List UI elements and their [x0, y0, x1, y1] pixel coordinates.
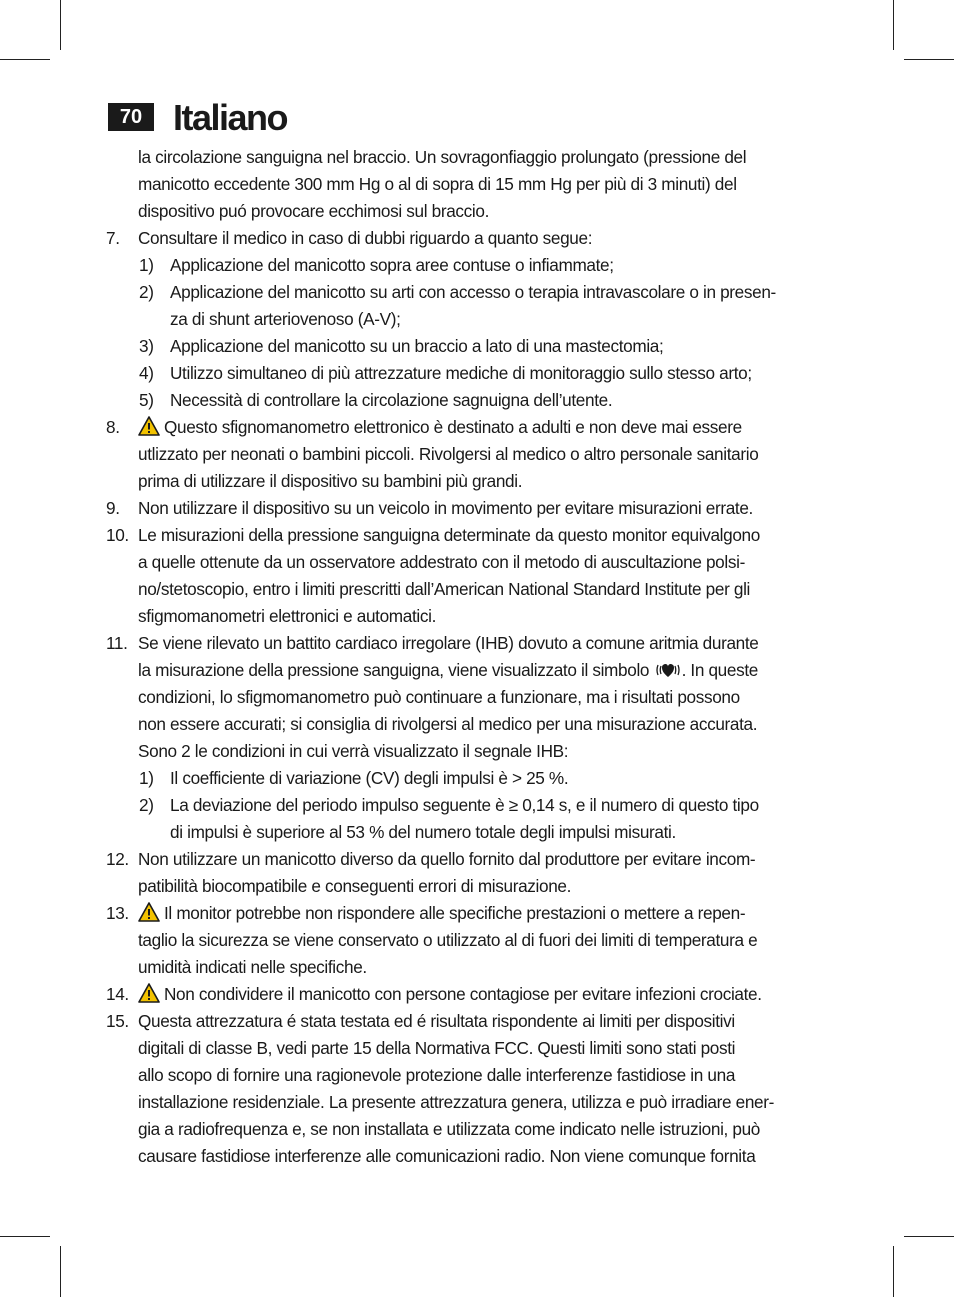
sub-item-number: 4)	[139, 363, 154, 383]
text-line	[106, 684, 850, 711]
item-text: digitali di classe B, vedi parte 15 della Normativa FCC. Questi limiti sono stati posti	[138, 1038, 736, 1058]
crop-mark	[893, 1246, 894, 1297]
item-number: 13.	[106, 903, 129, 923]
list-item	[106, 414, 850, 441]
item-text: Sono 2 le condizioni in cui verrà visualizzato il segnale IHB:	[138, 741, 569, 761]
crop-mark	[60, 1246, 61, 1297]
warning-triangle-icon	[138, 983, 160, 1003]
sub-item-text: Necessità di controllare la circolazione sagnuigna dell’utente.	[170, 390, 613, 410]
list-item	[106, 522, 850, 549]
text-line	[106, 1089, 850, 1116]
sub-item-number: 2)	[139, 795, 154, 815]
crop-mark	[904, 1236, 954, 1237]
sub-item-text: Applicazione del manicotto su un braccio a lato di una mastectomia;	[170, 336, 664, 356]
item-number: 9.	[106, 498, 120, 518]
text-line	[106, 198, 850, 225]
item-text: installazione residenziale. La presente attrezzatura genera, utilizza e può irradiare ener-	[138, 1092, 774, 1112]
sub-list-item	[106, 792, 850, 819]
item-text: Se viene rilevato un battito cardiaco irregolare (IHB) dovuto a comune aritmia durante	[138, 633, 759, 653]
item-text: patibilità biocompatibile e conseguenti errori di misurazione.	[138, 876, 572, 896]
item-text: taglio la sicurezza se viene conservato o utilizzato al di fuori dei limiti di temperatura e	[138, 930, 758, 950]
sub-item-text: Applicazione del manicotto sopra aree contuse o infiammate;	[170, 255, 614, 275]
warning-triangle-icon	[138, 416, 160, 436]
sub-item-number: 3)	[139, 336, 154, 356]
list-item	[106, 495, 850, 522]
crop-mark	[904, 59, 954, 60]
item-text: allo scopo di fornire una ragionevole protezione dalle interferenze fastidiose in una	[138, 1065, 736, 1085]
item-text: . In queste	[681, 660, 758, 680]
item-text: Il monitor potrebbe non rispondere alle specifiche prestazioni o mettere a repen-	[164, 903, 746, 923]
sub-item-text: Il coefficiente di variazione (CV) degli impulsi è > 25 %.	[170, 768, 569, 788]
item-text: umidità indicati nelle specifiche.	[138, 957, 367, 977]
text-line	[106, 441, 850, 468]
sub-item-text: La deviazione del periodo impulso seguente è ≥ 0,14 s, e il numero di questo tipo	[170, 795, 759, 815]
item-text: non essere accurati; si consiglia di rivolgersi al medico per una misurazione accurata.	[138, 714, 758, 734]
item-text: Non condividere il manicotto con persone contagiose per evitare infezioni crociate.	[164, 984, 762, 1004]
text-line	[106, 306, 850, 333]
text-line	[106, 1116, 850, 1143]
item-number: 8.	[106, 417, 120, 437]
crop-mark	[893, 0, 894, 50]
text-line	[106, 1062, 850, 1089]
sub-item-text: za di shunt arteriovenoso (A-V);	[170, 309, 401, 329]
sub-item-text: Utilizzo simultaneo di più attrezzature mediche di monitoraggio sullo stesso arto;	[170, 363, 752, 383]
sub-list-item	[106, 360, 850, 387]
sub-list-item	[106, 387, 850, 414]
text-line	[106, 576, 850, 603]
item-number: 12.	[106, 849, 129, 869]
item-text: Questa attrezzatura é stata testata ed é risultata rispondente ai limiti per dispositivi	[138, 1011, 735, 1031]
text-line	[106, 1143, 850, 1170]
text-line	[106, 1035, 850, 1062]
paragraph-text: dispositivo puó provocare ecchimosi sul braccio.	[138, 201, 489, 221]
list-item	[106, 630, 850, 657]
item-text: condizioni, lo sfigmomanometro può continuare a funzionare, ma i risultati possono	[138, 687, 740, 707]
sub-item-text: di impulsi è superiore al 53 % del numero totale degli impulsi misurati.	[170, 822, 676, 842]
sub-list-item	[106, 333, 850, 360]
item-text: gia a radiofrequenza e, se non installata e utilizzata come indicato nelle istruzioni, può	[138, 1119, 761, 1139]
list-item	[106, 846, 850, 873]
paragraph-text: manicotto eccedente 300 mm Hg o al di sopra di 15 mm Hg per più di 3 minuti) del	[138, 174, 737, 194]
crop-mark	[0, 1236, 50, 1237]
document-body	[106, 144, 850, 1170]
item-text: causare fastidiose interferenze alle comunicazioni radio. Non viene comunque fornita	[138, 1146, 756, 1166]
text-line	[106, 171, 850, 198]
page-title: Italiano	[173, 97, 288, 138]
item-number: 15.	[106, 1011, 129, 1031]
paragraph-text: la circolazione sanguigna nel braccio. Un sovragonfiaggio prolungato (pressione del	[138, 147, 747, 167]
item-text: prima di utilizzare il dispositivo su bambini più grandi.	[138, 471, 523, 491]
text-line	[106, 549, 850, 576]
list-item	[106, 981, 850, 1008]
list-item	[106, 900, 850, 927]
item-text: Le misurazioni della pressione sanguigna determinate da questo monitor equivalgono	[138, 525, 760, 545]
item-text: la misurazione della pressione sanguigna, viene visualizzato il simbolo	[138, 660, 650, 680]
item-number: 11.	[106, 633, 128, 653]
page-number: 70	[108, 103, 154, 131]
text-line	[106, 468, 850, 495]
item-text: no/stetoscopio, entro i limiti prescritti dall’American National Standard Institute per gli	[138, 579, 751, 599]
text-line	[106, 657, 850, 684]
text-line	[106, 144, 850, 171]
irregular-heartbeat-icon	[654, 660, 682, 680]
sub-item-text: Applicazione del manicotto su arti con accesso o terapia intravascolare o in presen-	[170, 282, 776, 302]
sub-item-number: 5)	[139, 390, 154, 410]
text-line	[106, 819, 850, 846]
item-text: Consultare il medico in caso di dubbi riguardo a quanto segue:	[138, 228, 593, 248]
sub-item-number: 2)	[139, 282, 154, 302]
item-number: 14.	[106, 984, 129, 1004]
sub-list-item	[106, 279, 850, 306]
item-text: Questo sfignomanometro elettronico è destinato a adulti e non deve mai essere	[164, 417, 742, 437]
list-item	[106, 1008, 850, 1035]
text-line	[106, 738, 850, 765]
crop-mark	[0, 59, 50, 60]
item-text: utlizzato per neonati o bambini piccoli. Rivolgersi al medico o altro personale sanitario	[138, 444, 759, 464]
warning-triangle-icon	[138, 902, 160, 922]
crop-mark	[60, 0, 61, 50]
sub-item-number: 1)	[139, 768, 154, 788]
text-line	[106, 927, 850, 954]
item-text: Non utilizzare un manicotto diverso da quello fornito dal produttore per evitare incom-	[138, 849, 756, 869]
text-line	[106, 711, 850, 738]
text-line	[106, 873, 850, 900]
item-text: a quelle ottenute da un osservatore addestrato con il metodo di auscultazione polsi-	[138, 552, 745, 572]
item-text: Non utilizzare il dispositivo su un veicolo in movimento per evitare misurazioni errate.	[138, 498, 753, 518]
sub-item-number: 1)	[139, 255, 154, 275]
list-item	[106, 225, 850, 252]
text-line	[106, 954, 850, 981]
sub-list-item	[106, 765, 850, 792]
text-line	[106, 603, 850, 630]
sub-list-item	[106, 252, 850, 279]
item-number: 10.	[106, 525, 129, 545]
item-text: sfigmomanometri elettronici e automatici.	[138, 606, 437, 626]
item-number: 7.	[106, 228, 120, 248]
